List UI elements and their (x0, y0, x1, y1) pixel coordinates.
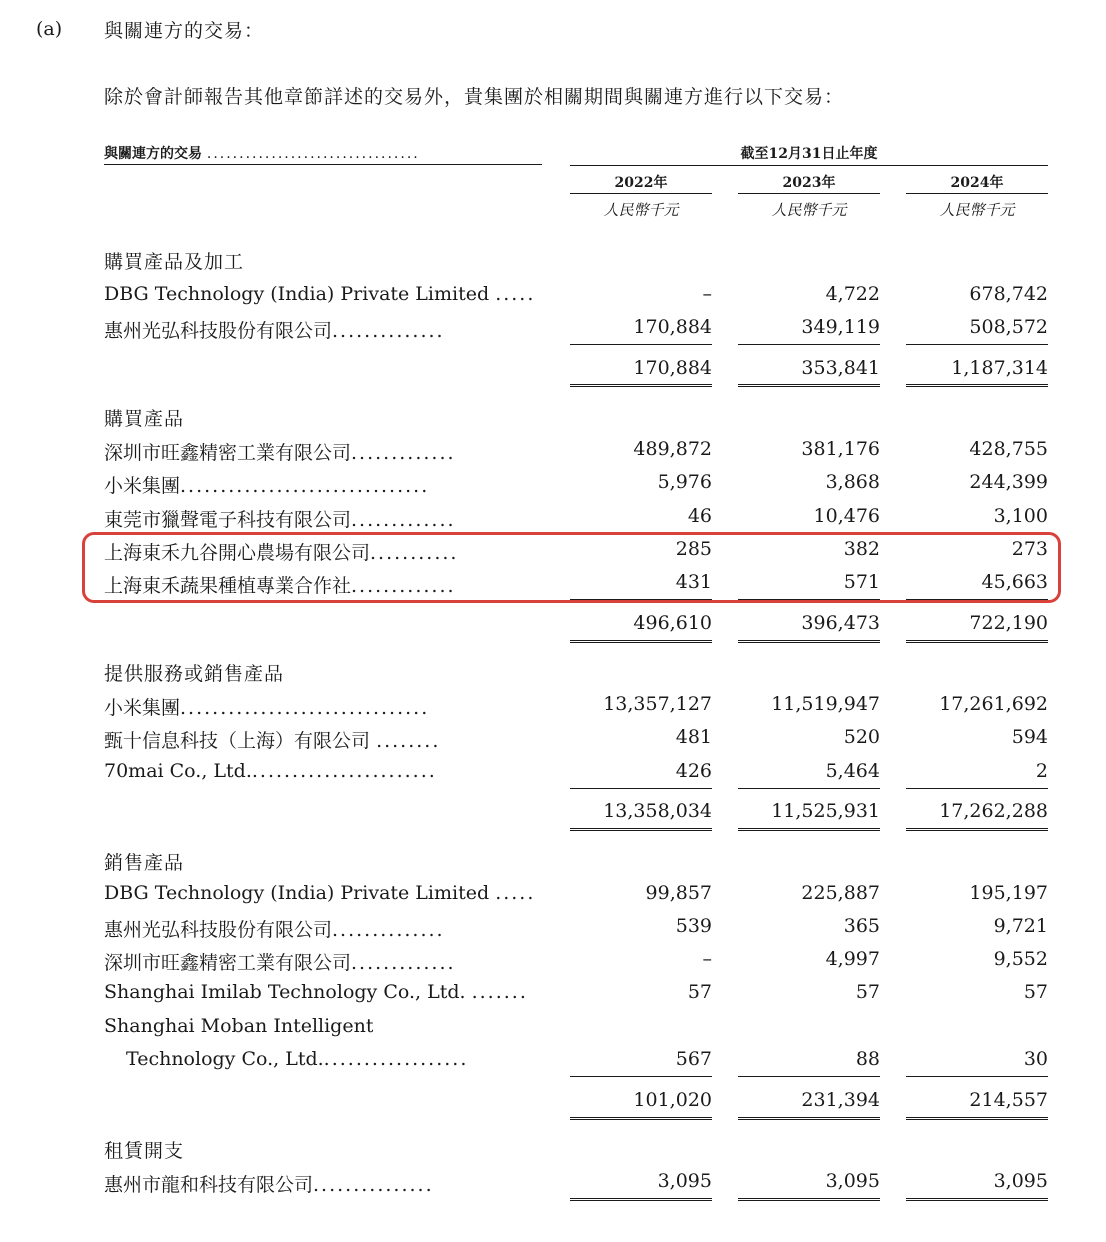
cell-value: 10,476 (813, 505, 880, 527)
subtotal-rule (738, 1076, 880, 1077)
cell-value: 365 (843, 915, 880, 937)
group-title: 購買產品 (104, 408, 185, 430)
total-value: 353,841 (801, 357, 880, 379)
cell-value: 2 (1035, 760, 1048, 782)
year-header: 2024年 (950, 175, 1004, 191)
cell-value: 381,176 (801, 438, 880, 460)
cell-value: 13,357,127 (603, 693, 712, 715)
cell-value: 3,868 (825, 471, 880, 493)
subtotal-rule (738, 344, 880, 345)
row-name: 東莞市獵聲電子科技有限公司............. (104, 509, 456, 531)
total-value: 396,473 (801, 612, 880, 634)
year-rule (738, 193, 880, 194)
total-double-rule (570, 384, 712, 387)
cell-value: 520 (843, 726, 880, 748)
period-rule (570, 165, 1048, 166)
cell-value: 4,722 (825, 283, 880, 305)
cell-value: 195,197 (969, 882, 1048, 904)
subtotal-rule (738, 599, 880, 600)
row-name: Technology Co., Ltd................... (126, 1048, 469, 1070)
group-title: 銷售產品 (104, 852, 185, 874)
cell-value: 273 (1011, 538, 1048, 560)
cell-value: 285 (675, 538, 712, 560)
section-label: (a) (36, 18, 63, 40)
row-name: 小米集團............................... (104, 475, 430, 497)
year-header: 2022年 (614, 175, 668, 191)
subtotal-rule (906, 344, 1048, 345)
total-double-rule (738, 1117, 880, 1120)
total-value: 170,884 (633, 357, 712, 379)
subtotal-rule (906, 1076, 1048, 1077)
subtotal-rule (570, 599, 712, 600)
group-title: 提供服務或銷售產品 (104, 663, 285, 685)
cell-value: 11,519,947 (771, 693, 880, 715)
row-name: 上海東禾蔬果種植專業合作社............. (104, 575, 456, 597)
row-name: Shanghai Moban Intelligent (104, 1015, 374, 1037)
cell-value: 428,755 (969, 438, 1048, 460)
cell-value: 225,887 (801, 882, 880, 904)
row-name: 惠州市龍和科技有限公司............... (104, 1174, 434, 1196)
row-name: 深圳市旺鑫精密工業有限公司............. (104, 952, 456, 974)
total-double-rule (906, 1117, 1048, 1120)
unit-label: 人民幣千元 (939, 201, 1015, 219)
cell-value: 244,399 (969, 471, 1048, 493)
table-header-label: 與關連方的交易 ................................. (104, 146, 420, 162)
cell-value: 678,742 (969, 283, 1048, 305)
intro-paragraph: 除於會計師報告其他章節詳述的交易外，貴集團於相關期間與關連方進行以下交易： (104, 86, 845, 108)
cell-value: 45,663 (981, 571, 1048, 593)
cell-value: 9,721 (993, 915, 1048, 937)
total-double-rule (738, 640, 880, 643)
cell-value: 567 (675, 1048, 712, 1070)
cell-value: 57 (855, 981, 880, 1003)
subtotal-rule (906, 788, 1048, 789)
cell-value: 539 (675, 915, 712, 937)
cell-value: 4,997 (825, 948, 880, 970)
cell-value: 3,095 (993, 1170, 1048, 1192)
row-name: 甄十信息科技（上海）有限公司 ........ (104, 730, 441, 752)
subtotal-rule (570, 1076, 712, 1077)
cell-value: 382 (843, 538, 880, 560)
total-double-rule (570, 1117, 712, 1120)
total-double-rule (570, 828, 712, 831)
total-double-rule (570, 640, 712, 643)
total-double-rule (906, 640, 1048, 643)
cell-value: 57 (1023, 981, 1048, 1003)
total-double-rule (738, 1198, 880, 1201)
total-value: 1,187,314 (951, 357, 1048, 379)
section-title: 與關連方的交易： (104, 20, 265, 42)
row-name: 惠州光弘科技股份有限公司.............. (104, 919, 445, 941)
total-value: 17,262,288 (939, 800, 1048, 822)
cell-value: 594 (1011, 726, 1048, 748)
year-header: 2023年 (782, 175, 836, 191)
row-name: 深圳市旺鑫精密工業有限公司............. (104, 442, 456, 464)
total-double-rule (738, 384, 880, 387)
total-value: 231,394 (801, 1089, 880, 1111)
subtotal-rule (906, 599, 1048, 600)
row-name: DBG Technology (India) Private Limited ..... (104, 882, 536, 904)
year-rule (906, 193, 1048, 194)
cell-value: 426 (675, 760, 712, 782)
cell-value: 5,464 (825, 760, 880, 782)
highlight-box (82, 532, 1061, 603)
unit-label: 人民幣千元 (771, 201, 847, 219)
year-rule (570, 193, 712, 194)
cell-value: 30 (1023, 1048, 1048, 1070)
cell-value: 481 (675, 726, 712, 748)
cell-value: 5,976 (657, 471, 712, 493)
cell-value: 9,552 (993, 948, 1048, 970)
group-title: 租賃開支 (104, 1140, 185, 1162)
total-double-rule (738, 828, 880, 831)
cell-value: – (702, 948, 712, 970)
row-name: 上海東禾九谷開心農場有限公司........... (104, 542, 459, 564)
total-double-rule (570, 1198, 712, 1201)
row-name: 小米集團............................... (104, 697, 430, 719)
cell-value: 349,119 (801, 316, 880, 338)
cell-value: 3,100 (993, 505, 1048, 527)
unit-label: 人民幣千元 (603, 201, 679, 219)
cell-value: 88 (855, 1048, 880, 1070)
total-double-rule (906, 828, 1048, 831)
row-name: Shanghai Imilab Technology Co., Ltd. ....... (104, 981, 528, 1003)
row-name: DBG Technology (India) Private Limited ..... (104, 283, 536, 305)
period-header: 截至12月31日止年度 (740, 146, 878, 162)
row-name: 70mai Co., Ltd........................ (104, 760, 437, 782)
cell-value: 57 (687, 981, 712, 1003)
cell-value: 431 (675, 571, 712, 593)
total-value: 13,358,034 (603, 800, 712, 822)
row-name: 惠州光弘科技股份有限公司.............. (104, 320, 445, 342)
subtotal-rule (570, 788, 712, 789)
subtotal-rule (570, 344, 712, 345)
cell-value: 508,572 (969, 316, 1048, 338)
cell-value: 3,095 (657, 1170, 712, 1192)
total-double-rule (906, 1198, 1048, 1201)
cell-value: 170,884 (633, 316, 712, 338)
cell-value: 571 (843, 571, 880, 593)
total-value: 101,020 (633, 1089, 712, 1111)
cell-value: 46 (687, 505, 712, 527)
group-title: 購買產品及加工 (104, 251, 245, 273)
cell-value: 3,095 (825, 1170, 880, 1192)
cell-value: 17,261,692 (939, 693, 1048, 715)
cell-value: 489,872 (633, 438, 712, 460)
cell-value: – (702, 283, 712, 305)
total-value: 722,190 (969, 612, 1048, 634)
total-double-rule (906, 384, 1048, 387)
total-value: 11,525,931 (771, 800, 880, 822)
total-value: 214,557 (969, 1089, 1048, 1111)
total-value: 496,610 (633, 612, 712, 634)
header-rule (104, 164, 542, 165)
cell-value: 99,857 (645, 882, 712, 904)
subtotal-rule (738, 788, 880, 789)
